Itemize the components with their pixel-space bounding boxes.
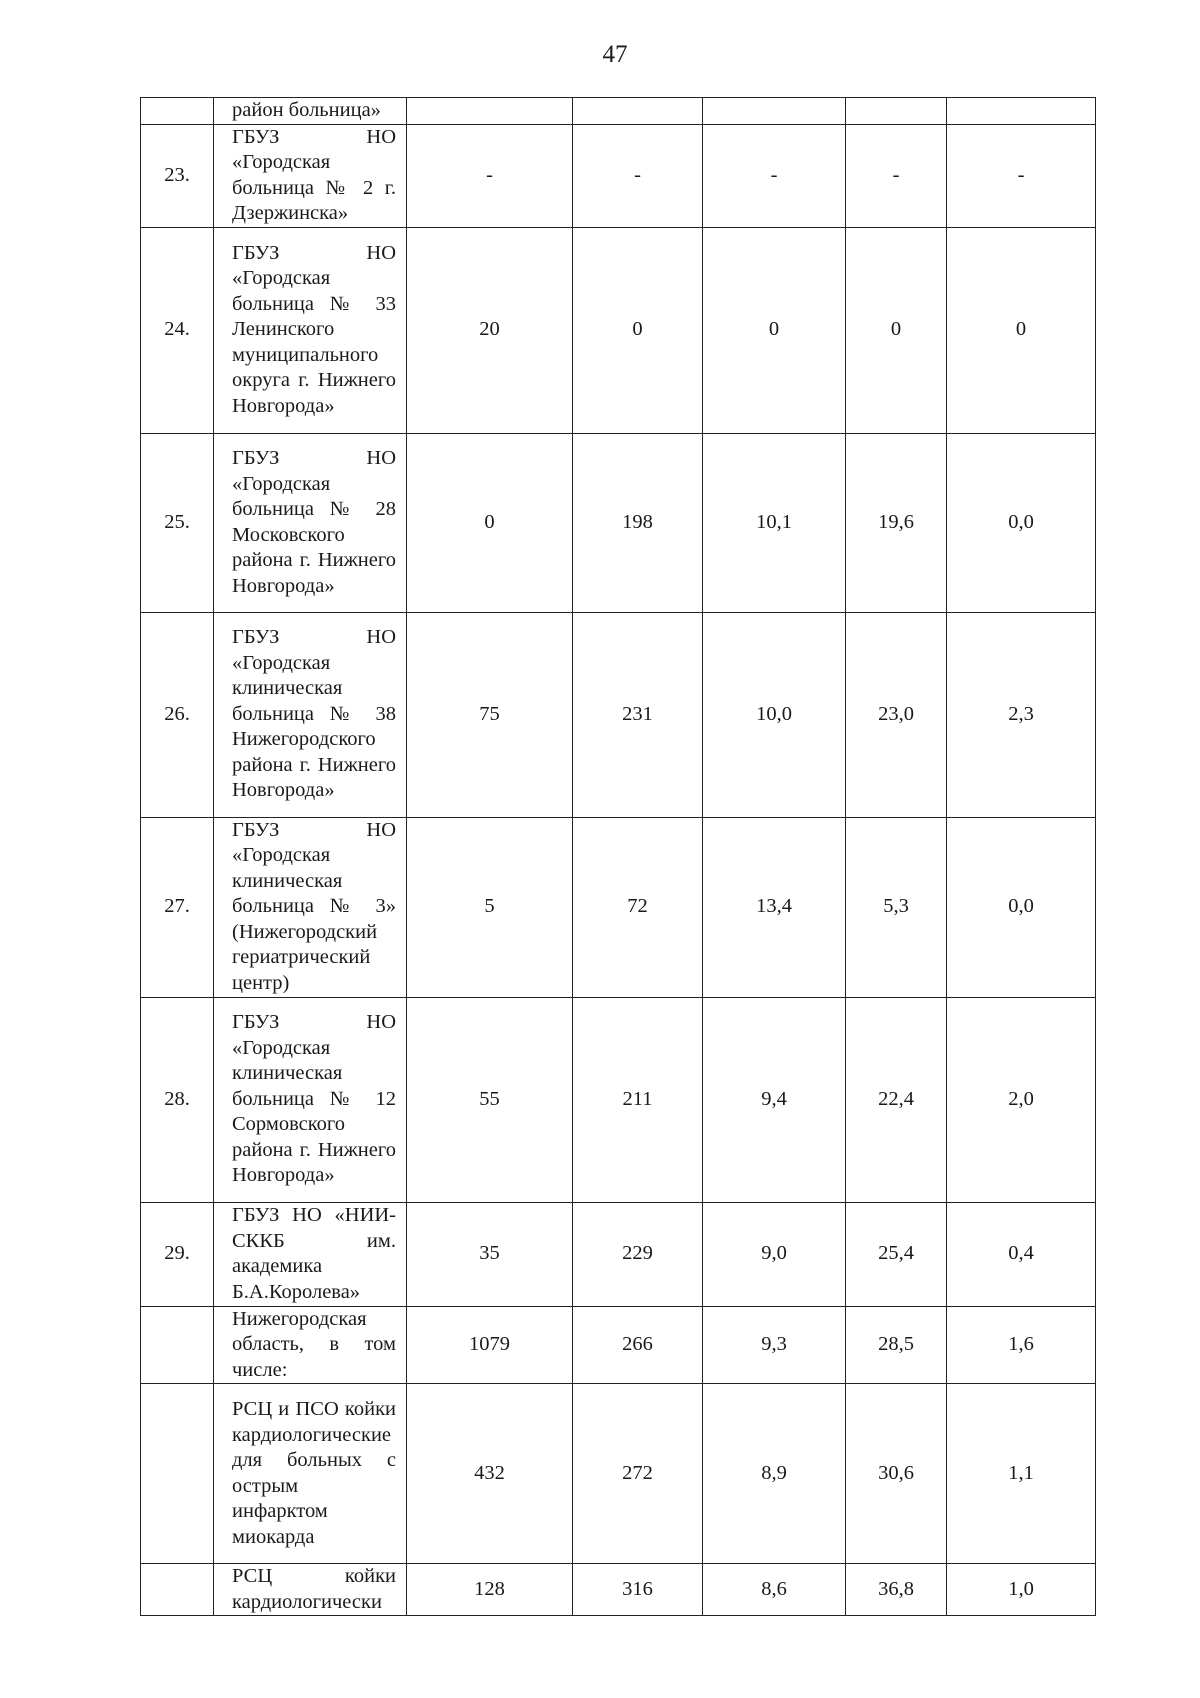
- value-col-3: 8,6: [703, 1564, 846, 1616]
- value-col-4: 5,3: [846, 817, 947, 997]
- value-col-5: [947, 98, 1096, 125]
- value-col-4: 19,6: [846, 433, 947, 612]
- row-number: [141, 1564, 214, 1616]
- value-col-5: 2,3: [947, 612, 1096, 817]
- institution-name: ГБУЗ НО «Городская клиническая больница № 12 Сормовского района г. Нижнего Новгорода»: [214, 997, 407, 1202]
- value-col-4: 23,0: [846, 612, 947, 817]
- value-col-1: 432: [407, 1384, 573, 1564]
- value-col-2: 211: [573, 997, 703, 1202]
- institution-name: ГБУЗ НО «НИИ-СККБ им. академика Б.А.Королева»: [214, 1202, 407, 1306]
- table-row: [141, 612, 1096, 817]
- value-col-5: 0: [947, 227, 1096, 433]
- value-col-5: 2,0: [947, 997, 1096, 1202]
- value-col-5: 0,0: [947, 433, 1096, 612]
- value-col-3: 9,3: [703, 1306, 846, 1384]
- value-col-1: 0: [407, 433, 573, 612]
- value-col-1: [407, 98, 573, 125]
- row-number: 27.: [141, 817, 214, 997]
- row-number: 25.: [141, 433, 214, 612]
- value-col-2: 229: [573, 1202, 703, 1306]
- table-row: [141, 1384, 1096, 1564]
- institution-name: Нижегородская область, в том числе:: [214, 1306, 407, 1384]
- value-col-4: 28,5: [846, 1306, 947, 1384]
- value-col-3: 0: [703, 227, 846, 433]
- value-col-2: 0: [573, 227, 703, 433]
- value-col-1: 35: [407, 1202, 573, 1306]
- value-col-2: 198: [573, 433, 703, 612]
- table-row: [141, 124, 1096, 227]
- value-col-2: -: [573, 124, 703, 227]
- row-number: [141, 98, 214, 125]
- table-row: [141, 433, 1096, 612]
- value-col-5: -: [947, 124, 1096, 227]
- table-row: [141, 1306, 1096, 1384]
- table-row: [141, 227, 1096, 433]
- row-number: 29.: [141, 1202, 214, 1306]
- row-number: 24.: [141, 227, 214, 433]
- page-number: 47: [602, 41, 628, 68]
- value-col-3: 10,0: [703, 612, 846, 817]
- institution-name: РСЦ и ПСО койки кардиологические для больных с острым инфарктом миокарда: [214, 1384, 407, 1564]
- value-col-1: 1079: [407, 1306, 573, 1384]
- institution-name: район больница»: [214, 98, 407, 125]
- row-number: 23.: [141, 124, 214, 227]
- hospital-stats-table: [140, 97, 1096, 1616]
- value-col-5: 1,1: [947, 1384, 1096, 1564]
- row-number: [141, 1306, 214, 1384]
- table-row: [141, 98, 1096, 125]
- value-col-2: 266: [573, 1306, 703, 1384]
- value-col-4: 25,4: [846, 1202, 947, 1306]
- institution-name: ГБУЗ НО «Городская больница № 33 Ленинского муниципального округа г. Нижнего Новгорода»: [214, 227, 407, 433]
- value-col-2: 272: [573, 1384, 703, 1564]
- value-col-5: 1,6: [947, 1306, 1096, 1384]
- row-number: 26.: [141, 612, 214, 817]
- value-col-3: 9,4: [703, 997, 846, 1202]
- value-col-4: 0: [846, 227, 947, 433]
- value-col-3: 8,9: [703, 1384, 846, 1564]
- value-col-5: 1,0: [947, 1564, 1096, 1616]
- table-row: [141, 1202, 1096, 1306]
- value-col-2: 231: [573, 612, 703, 817]
- value-col-2: 316: [573, 1564, 703, 1616]
- value-col-4: [846, 98, 947, 125]
- value-col-3: 13,4: [703, 817, 846, 997]
- value-col-1: 128: [407, 1564, 573, 1616]
- value-col-3: 10,1: [703, 433, 846, 612]
- institution-name: ГБУЗ НО «Городская больница № 28 Московского района г. Нижнего Новгорода»: [214, 433, 407, 612]
- value-col-1: 75: [407, 612, 573, 817]
- table-row: [141, 1564, 1096, 1616]
- value-col-5: 0,0: [947, 817, 1096, 997]
- row-number: 28.: [141, 997, 214, 1202]
- table-row: [141, 817, 1096, 997]
- value-col-1: -: [407, 124, 573, 227]
- value-col-4: 36,8: [846, 1564, 947, 1616]
- table-row: [141, 997, 1096, 1202]
- institution-name: РСЦ койки кардиологически: [214, 1564, 407, 1616]
- value-col-1: 20: [407, 227, 573, 433]
- institution-name: ГБУЗ НО «Городская больница № 2 г. Дзержинска»: [214, 124, 407, 227]
- value-col-3: [703, 98, 846, 125]
- value-col-1: 55: [407, 997, 573, 1202]
- value-col-2: [573, 98, 703, 125]
- institution-name: ГБУЗ НО «Городская клиническая больница № 38 Нижегородского района г. Нижнего Новгорода»: [214, 612, 407, 817]
- value-col-2: 72: [573, 817, 703, 997]
- value-col-4: 30,6: [846, 1384, 947, 1564]
- value-col-4: 22,4: [846, 997, 947, 1202]
- value-col-4: -: [846, 124, 947, 227]
- value-col-3: -: [703, 124, 846, 227]
- value-col-1: 5: [407, 817, 573, 997]
- value-col-5: 0,4: [947, 1202, 1096, 1306]
- value-col-3: 9,0: [703, 1202, 846, 1306]
- institution-name: ГБУЗ НО «Городская клиническая больница № 3» (Нижегородский гериатрический центр): [214, 817, 407, 997]
- row-number: [141, 1384, 214, 1564]
